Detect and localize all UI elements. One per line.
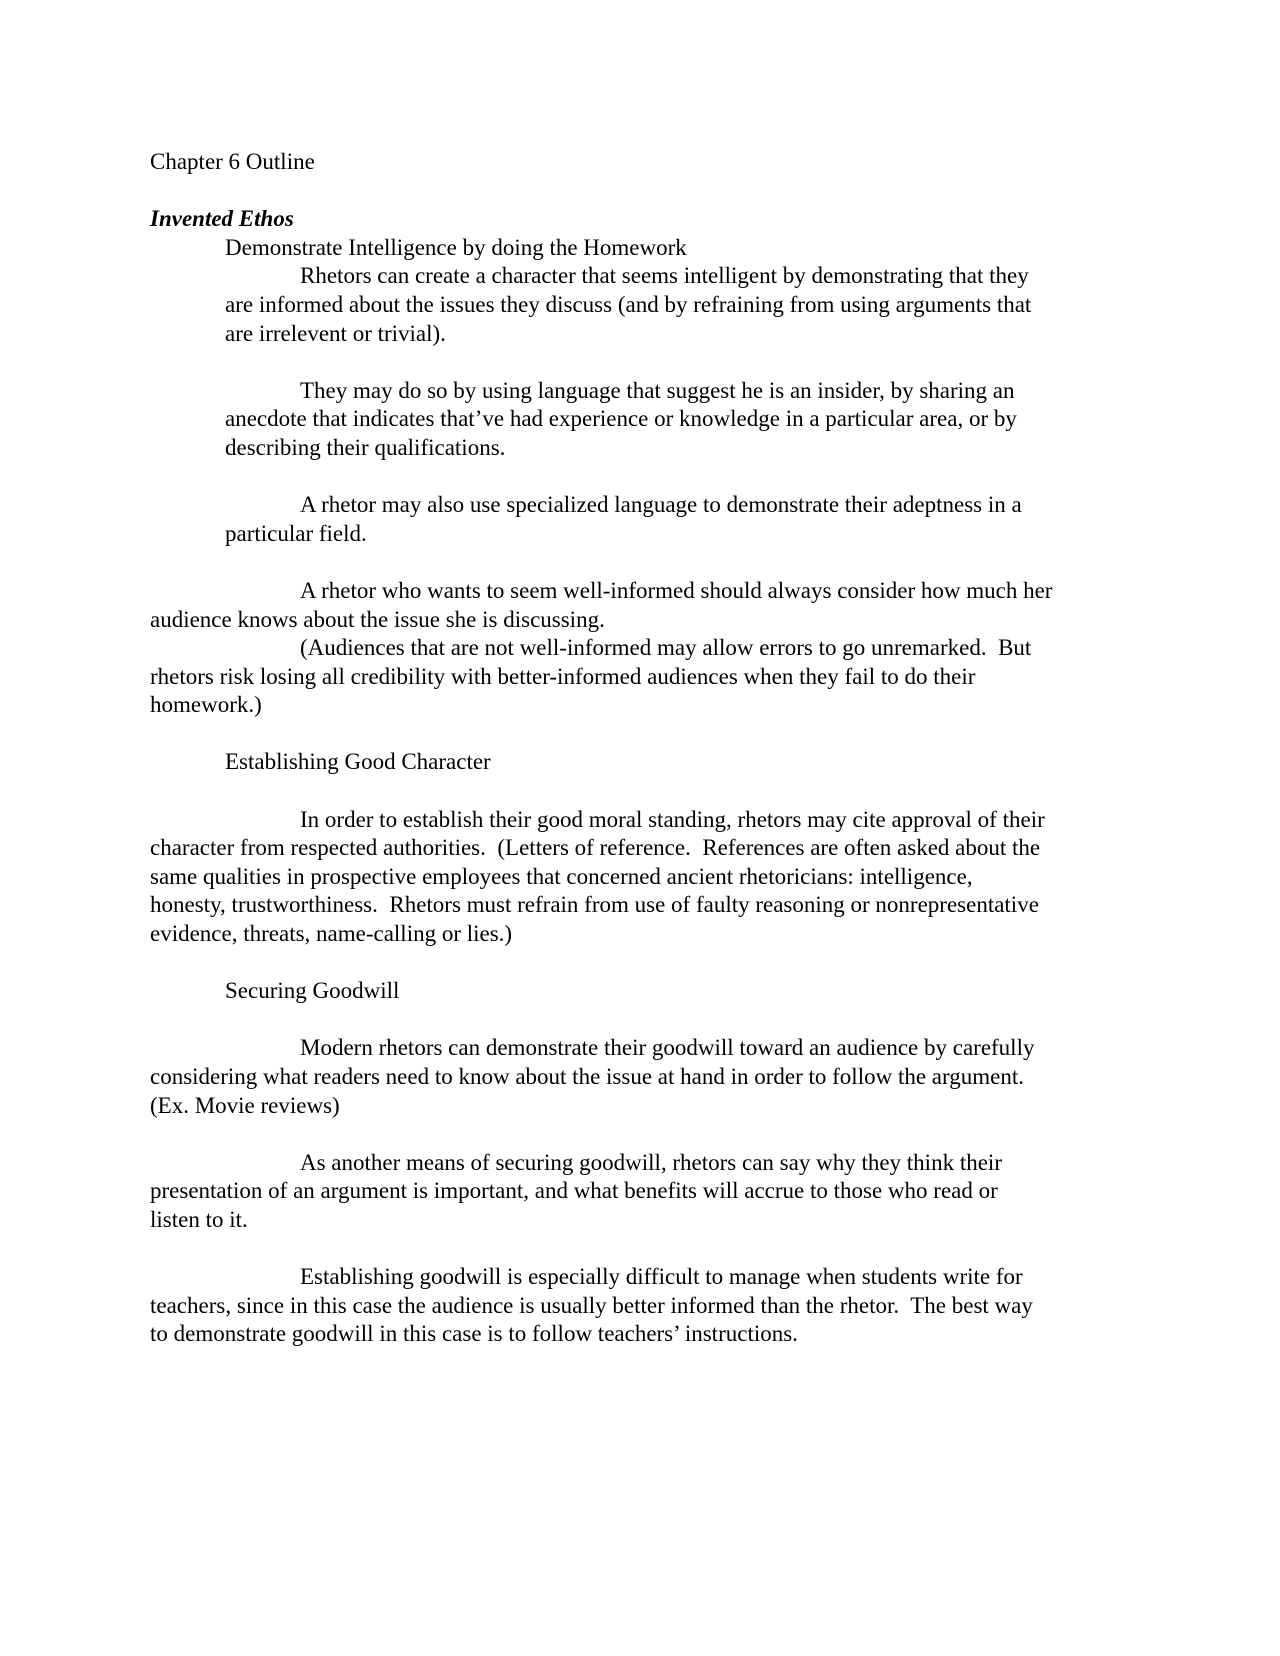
paragraph-line: anecdote that indicates that’ve had experience or knowledge in a particular area, or by xyxy=(225,406,1017,432)
paragraph-line: listen to it. xyxy=(150,1206,248,1232)
document-title: Chapter 6 Outline xyxy=(150,149,315,174)
paragraph-line: evidence, threats, name-calling or lies.) xyxy=(150,921,513,947)
paragraph-line: A rhetor who wants to seem well-informed should always consider how much her xyxy=(300,577,1053,603)
subsection-heading-character: Establishing Good Character xyxy=(225,749,491,775)
paragraph-line: describing their qualifications. xyxy=(225,434,506,460)
paragraph-line: Modern rhetors can demonstrate their goodwill toward an audience by carefully xyxy=(300,1035,1035,1061)
paragraph-line: A rhetor may also use specialized language to demonstrate their adeptness in a xyxy=(300,492,1022,518)
section-heading: Invented Ethos xyxy=(150,206,294,232)
spacer xyxy=(150,548,1130,577)
paragraph-line: audience knows about the issue she is discussing. xyxy=(150,606,605,632)
paragraph-line: are informed about the issues they discuss (and by refraining from using arguments that xyxy=(225,291,1032,317)
paragraph-line: They may do so by using language that suggest he is an insider, by sharing an xyxy=(300,377,1015,403)
subsection-heading-goodwill: Securing Goodwill xyxy=(225,978,400,1004)
paragraph-line: rhetors risk losing all credibility with better-informed audiences when they fail to do their xyxy=(150,663,976,689)
spacer xyxy=(150,463,1130,492)
spacer xyxy=(150,1120,1130,1149)
paragraph-line: are irrelevent or trivial). xyxy=(225,320,446,346)
spacer xyxy=(150,1235,1130,1264)
spacer xyxy=(150,1006,1130,1035)
spacer xyxy=(150,348,1130,377)
paragraph-line: particular field. xyxy=(225,520,367,546)
paragraph-line: (Audiences that are not well-informed may allow errors to go unremarked. But xyxy=(300,635,1032,661)
subsection-heading-intelligence: Demonstrate Intelligence by doing the Homework xyxy=(225,234,687,260)
spacer xyxy=(150,177,1130,206)
paragraph-line: character from respected authorities. (Letters of reference. References are often asked about the xyxy=(150,835,1041,861)
paragraph-line: As another means of securing goodwill, rhetors can say why they think their xyxy=(300,1149,1002,1175)
paragraph-line: Rhetors can create a character that seems intelligent by demonstrating that they xyxy=(300,263,1029,289)
paragraph-line: homework.) xyxy=(150,692,262,718)
spacer xyxy=(150,777,1130,806)
paragraph-line: Establishing goodwill is especially difficult to manage when students write for xyxy=(300,1264,1023,1290)
paragraph-line: considering what readers need to know about the issue at hand in order to follow the argument. xyxy=(150,1064,1024,1089)
document-page xyxy=(150,148,1130,1349)
paragraph-line: honesty, trustworthiness. Rhetors must refrain from use of faulty reasoning or nonrepresentative xyxy=(150,892,1039,918)
paragraph-line: (Ex. Movie reviews) xyxy=(150,1092,340,1118)
paragraph-line: teachers, since in this case the audience is usually better informed than the rhetor. The best way xyxy=(150,1292,1033,1318)
paragraph-line: presentation of an argument is important, and what benefits will accrue to those who read or xyxy=(150,1178,998,1204)
paragraph-line: same qualities in prospective employees that concerned ancient rhetoricians: intelligence, xyxy=(150,863,973,889)
spacer xyxy=(150,949,1130,978)
spacer xyxy=(150,720,1130,749)
paragraph-line: In order to establish their good moral standing, rhetors may cite approval of their xyxy=(300,806,1045,832)
paragraph-line: to demonstrate goodwill in this case is to follow teachers’ instructions. xyxy=(150,1321,798,1347)
